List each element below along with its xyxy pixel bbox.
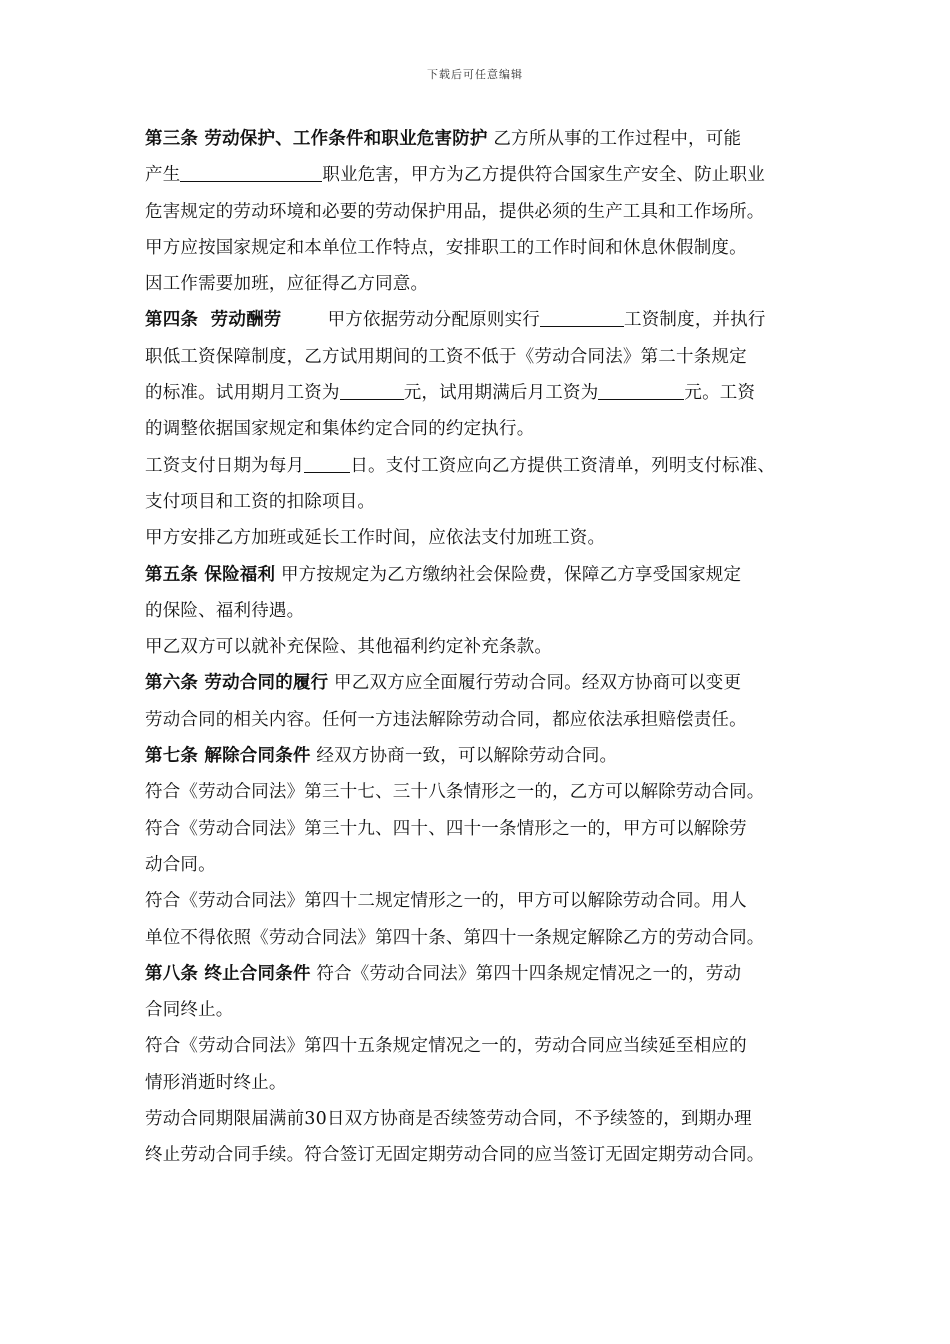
article-4-line-2: 职低工资保障制度，乙方试用期间的工资不低于《劳动合同法》第二十条规定 bbox=[145, 346, 747, 367]
article-3-line-2 bbox=[145, 157, 825, 193]
article-7-line-1 bbox=[145, 738, 825, 774]
article-7-title: 第七条 解除合同条件 bbox=[145, 746, 311, 767]
post-probation-wage-blank[interactable] bbox=[598, 379, 684, 400]
article-8-title: 第八条 终止合同条件 bbox=[145, 963, 311, 984]
article-8-line-5: 劳动合同期限届满前30日双方协商是否续签劳动合同，不予续签的，到期办理 bbox=[145, 1109, 752, 1130]
article-8-line-6: 终止劳动合同手续。符合签订无固定期劳动合同的应当签订无固定期劳动合同。 bbox=[145, 1145, 765, 1166]
article-4-title: 第四条 劳动酬劳 bbox=[145, 310, 282, 331]
article-5-line-1 bbox=[145, 557, 825, 593]
article-3-text: 产生 bbox=[145, 165, 181, 186]
article-4-text: 日。支付工资应向乙方提供工资清单，列明支付标准、 bbox=[350, 455, 776, 476]
article-3-line-5: 因工作需要加班，应征得乙方同意。 bbox=[145, 274, 429, 295]
article-3-title: 第三条 劳动保护、工作条件和职业危害防护 bbox=[145, 129, 488, 149]
article-3-text: 乙方所从事的工作过程中，可能 bbox=[487, 129, 742, 149]
article-3-line-4: 甲方应按国家规定和本单位工作特点，安排职工的工作时间和休息休假制度。 bbox=[145, 237, 747, 258]
document-body bbox=[145, 121, 825, 1174]
page-header: 下载后可任意编辑 bbox=[427, 68, 523, 81]
article-4-text: 甲方依据劳动分配原则实行 bbox=[281, 310, 541, 331]
article-4-line-7: 甲方安排乙方加班或延长工作时间，应依法支付加班工资。 bbox=[145, 528, 606, 549]
probation-wage-blank[interactable] bbox=[340, 379, 404, 400]
article-8-text: 符合《劳动合同法》第四十四条规定情况之一的，劳动 bbox=[310, 963, 742, 984]
article-8-line-2: 合同终止。 bbox=[145, 1000, 234, 1021]
article-4-line-6: 支付项目和工资的扣除项目。 bbox=[145, 491, 376, 512]
article-4-line-5 bbox=[145, 448, 825, 484]
article-8-line-3: 符合《劳动合同法》第四十五条规定情况之一的，劳动合同应当续延至相应的 bbox=[145, 1036, 747, 1057]
article-5-line-3: 甲乙双方可以就补充保险、其他福利约定补充条款。 bbox=[145, 637, 553, 658]
article-4-text: 元。工资 bbox=[684, 383, 756, 404]
article-8-line-4: 情形消逝时终止。 bbox=[145, 1072, 287, 1093]
article-8-line-1 bbox=[145, 956, 825, 992]
article-7-line-5: 符合《劳动合同法》第四十二规定情形之一的，甲方可以解除劳动合同。用人 bbox=[145, 891, 747, 912]
article-6-text: 甲乙双方应全面履行劳动合同。经双方协商可以变更 bbox=[328, 673, 742, 694]
article-4-text: 工资制度，并执行 bbox=[624, 310, 766, 331]
article-3-line-3: 危害规定的劳动环境和必要的劳动保护用品，提供必须的生产工具和工作场所。 bbox=[145, 201, 765, 222]
article-7-line-4: 动合同。 bbox=[145, 854, 216, 875]
article-5-line-2: 的保险、福利待遇。 bbox=[145, 600, 305, 621]
wage-system-blank[interactable] bbox=[540, 306, 624, 327]
article-6-title: 第六条 劳动合同的履行 bbox=[145, 673, 329, 694]
article-4-text: 元，试用期满后月工资为 bbox=[403, 383, 599, 404]
article-3-line-1 bbox=[145, 121, 825, 157]
occupational-hazard-blank[interactable] bbox=[180, 161, 322, 182]
article-7-line-2: 符合《劳动合同法》第三十七、三十八条情形之一的，乙方可以解除劳动合同。 bbox=[145, 782, 765, 803]
article-7-line-3: 符合《劳动合同法》第三十九、四十、四十一条情形之一的，甲方可以解除劳 bbox=[145, 818, 747, 839]
article-4-text: 工资支付日期为每月 bbox=[145, 455, 305, 476]
article-4-line-1 bbox=[145, 302, 825, 338]
article-7-text: 经双方协商一致，可以解除劳动合同。 bbox=[310, 746, 618, 767]
article-4-line-3 bbox=[145, 375, 825, 411]
payday-blank[interactable] bbox=[304, 452, 350, 473]
article-4-line-4: 的调整依据国家规定和集体约定合同的约定执行。 bbox=[145, 419, 535, 440]
article-7-line-6: 单位不得依照《劳动合同法》第四十条、第四十一条规定解除乙方的劳动合同。 bbox=[145, 927, 765, 948]
article-6-line-2: 劳动合同的相关内容。任何一方违法解除劳动合同，都应依法承担赔偿责任。 bbox=[145, 709, 747, 730]
article-5-title: 第五条 保险福利 bbox=[145, 564, 276, 585]
article-4-text: 的标准。试用期月工资为 bbox=[145, 383, 340, 404]
article-3-text: 职业危害，甲方为乙方提供符合国家生产安全、防止职业 bbox=[322, 165, 765, 186]
article-5-text: 甲方按规定为乙方缴纳社会保险费，保障乙方享受国家规定 bbox=[275, 564, 742, 585]
article-6-line-1 bbox=[145, 665, 825, 701]
